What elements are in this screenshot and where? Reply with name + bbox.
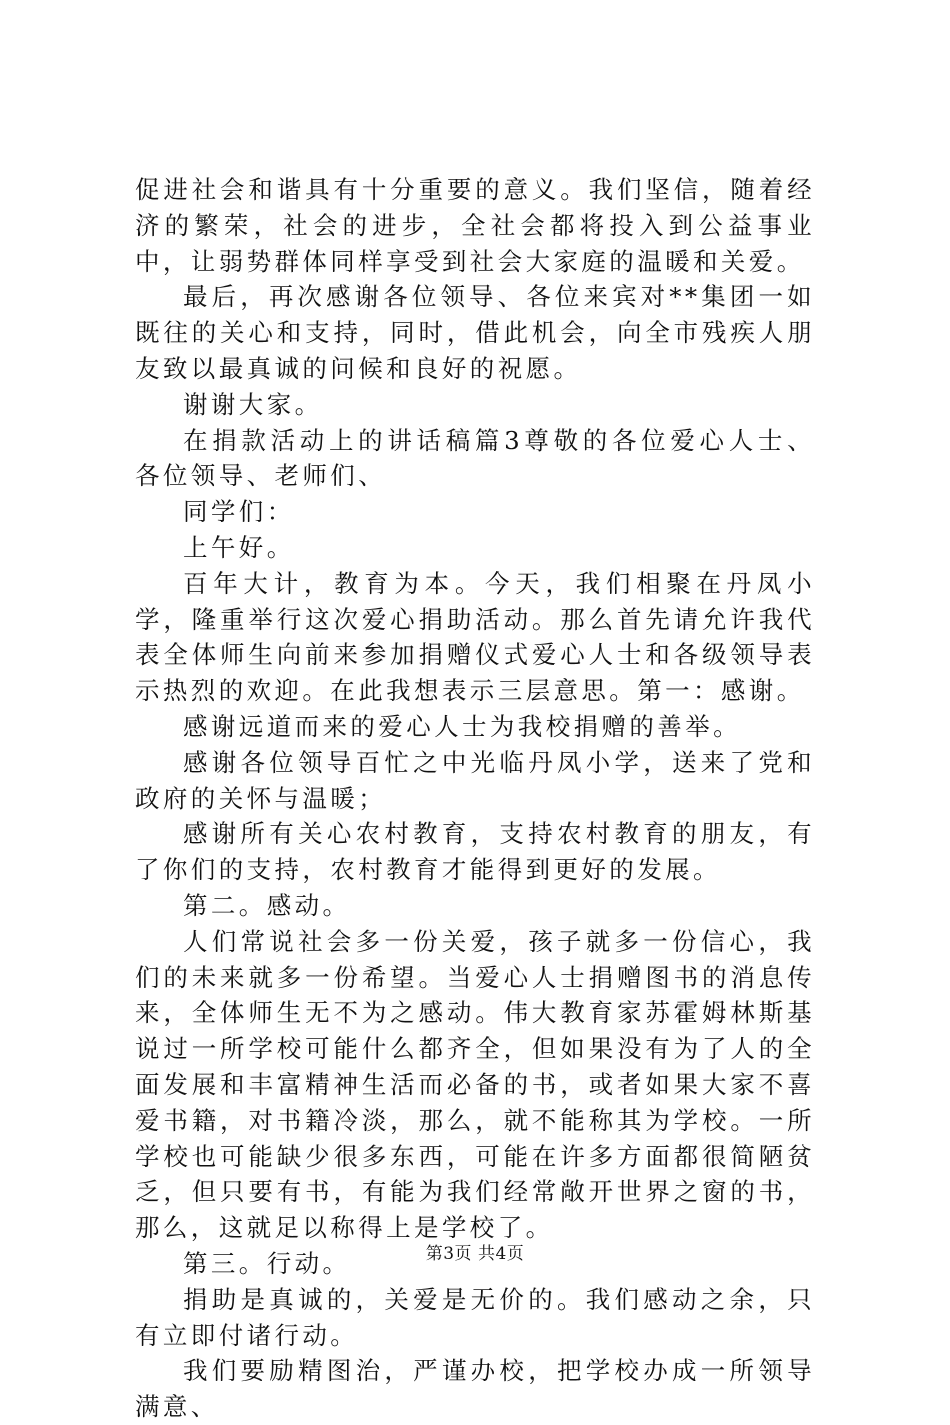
paragraph: 我们要励精图治，严谨办校，把学校办成一所领导满意、	[135, 1356, 815, 1422]
paragraph: 捐助是真诚的，关爱是无价的。我们感动之余，只有立即付诸行动。	[135, 1284, 815, 1350]
page-footer: 第3页 共4页	[425, 1244, 525, 1264]
paragraph: 感谢远道而来的爱心人士为我校捐赠的善举。	[183, 711, 741, 741]
paragraph: 在捐款活动上的讲话稿篇3尊敬的各位爱心人士、各位领导、老师们、	[135, 425, 815, 491]
paragraph: 第三。行动。	[183, 1248, 351, 1278]
paragraph: 上午好。	[183, 532, 295, 562]
paragraph: 第二。感动。	[183, 890, 351, 920]
paragraph: 促进社会和谐具有十分重要的意义。我们坚信，随着经济的繁荣，社会的进步，全社会都将投入到公益事业中，让弱势群体同样享受到社会大家庭的温暖和关爱。	[135, 175, 815, 276]
paragraph: 同学们：	[183, 497, 295, 527]
document-body	[135, 172, 815, 1425]
paragraph: 最后，再次感谢各位领导、各位来宾对**集团一如既往的关心和支持，同时，借此机会，向全市残疾人朋友致以最真诚的问候和良好的祝愿。	[135, 282, 815, 383]
paragraph: 人们常说社会多一份关爱，孩子就多一份信心，我们的未来就多一份希望。当爱心人士捐赠图书的消息传来，全体师生无不为之感动。伟大教育家苏霍姆林斯基说过一所学校可能什么都齐全，但如果没有为了人的全面发展和丰富精神生活而必备的书，或者如果大家不喜爱书籍，对书籍冷淡，那么，就不能称其为学校。一所学校也可能缺少很多东西，可能在许多方面都很简陋贫乏，但只要有书，有能为我们经常敞开世界之窗的书，那么，这就足以称得上是学校了。	[135, 926, 815, 1243]
paragraph: 百年大计，教育为本。今天，我们相聚在丹凤小学，隆重举行这次爱心捐助活动。那么首先请允许我代表全体师生向前来参加捐赠仪式爱心人士和各级领导表示热烈的欢迎。在此我想表示三层意思。第一：感谢。	[135, 568, 815, 706]
paragraph: 感谢所有关心农村教育，支持农村教育的朋友，有了你们的支持，农村教育才能得到更好的发展。	[135, 819, 815, 885]
paragraph: 感谢各位领导百忙之中光临丹凤小学，送来了党和政府的关怀与温暖；	[135, 747, 815, 813]
paragraph: 谢谢大家。	[183, 389, 323, 419]
